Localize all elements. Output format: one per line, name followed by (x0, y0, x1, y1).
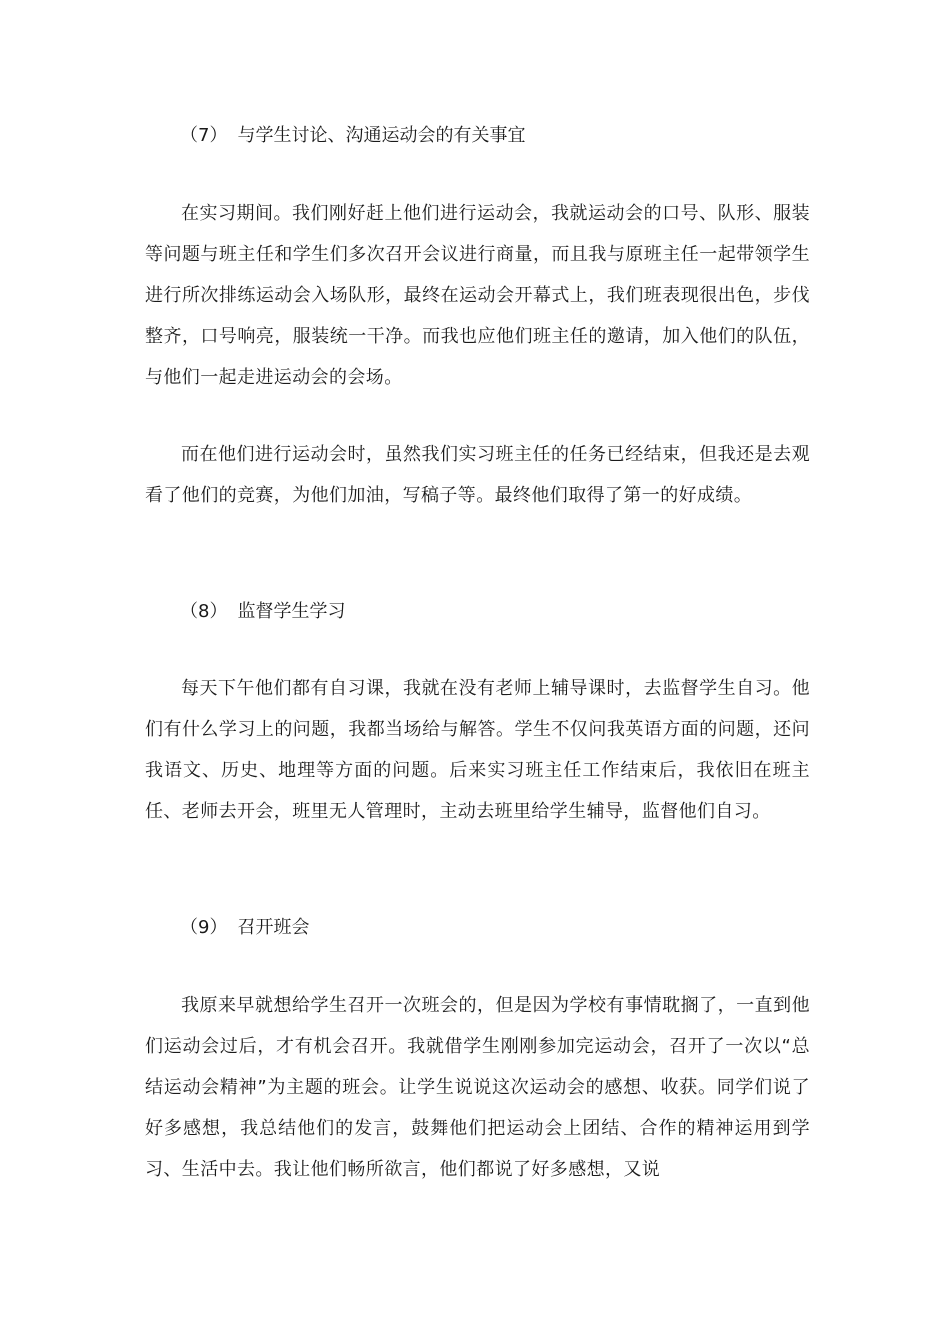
section-number: （8） (180, 601, 228, 622)
section-number: （9） (180, 917, 228, 938)
section-heading-9 (180, 916, 309, 940)
section-title: 监督学生学习 (237, 601, 346, 622)
section-number: （7） (180, 125, 228, 146)
paragraph: 每天下午他们都有自习课，我就在没有老师上辅导课时，去监督学生自习。他们有什么学习上的问题，我都当场给与解答。学生不仅问我英语方面的问题，还问我语文、历史、地理等方面的问题。后来实习班主任工作结束后，我依旧在班主任、老师去开会，班里无人管理时，主动去班里给学生辅导，监督他们自习。 (145, 678, 810, 822)
section-heading-7 (180, 124, 525, 148)
paragraph: 而在他们进行运动会时，虽然我们实习班主任的任务已经结束，但我还是去观看了他们的竞赛，为他们加油，写稿子等。最终他们取得了第一的好成绩。 (145, 444, 810, 506)
section-heading-8 (180, 600, 345, 624)
paragraph: 在实习期间。我们刚好赶上他们进行运动会，我就运动会的口号、队形、服装等问题与班主任和学生们多次召开会议进行商量，而且我与原班主任一起带领学生进行所次排练运动会入场队形，最终在运动会开幕式上，我们班表现很出色，步伐整齐，口号响亮，服装统一干净。而我也应他们班主任的邀请，加入他们的队伍，与他们一起走进运动会的会场。 (145, 203, 810, 388)
section-title: 与学生讨论、沟通运动会的有关事宜 (237, 125, 526, 146)
paragraph: 我原来早就想给学生召开一次班会的，但是因为学校有事情耽搁了，一直到他们运动会过后，才有机会召开。我就借学生刚刚参加完运动会，召开了一次以“总结运动会精神”为主题的班会。让学生说说这次运动会的感想、收获。同学们说了好多感想，我总结他们的发言，鼓舞他们把运动会上团结、合作的精神运用到学习、生活中去。我让他们畅所欲言，他们都说了好多感想，又说 (145, 995, 810, 1180)
section-title: 召开班会 (237, 917, 310, 938)
